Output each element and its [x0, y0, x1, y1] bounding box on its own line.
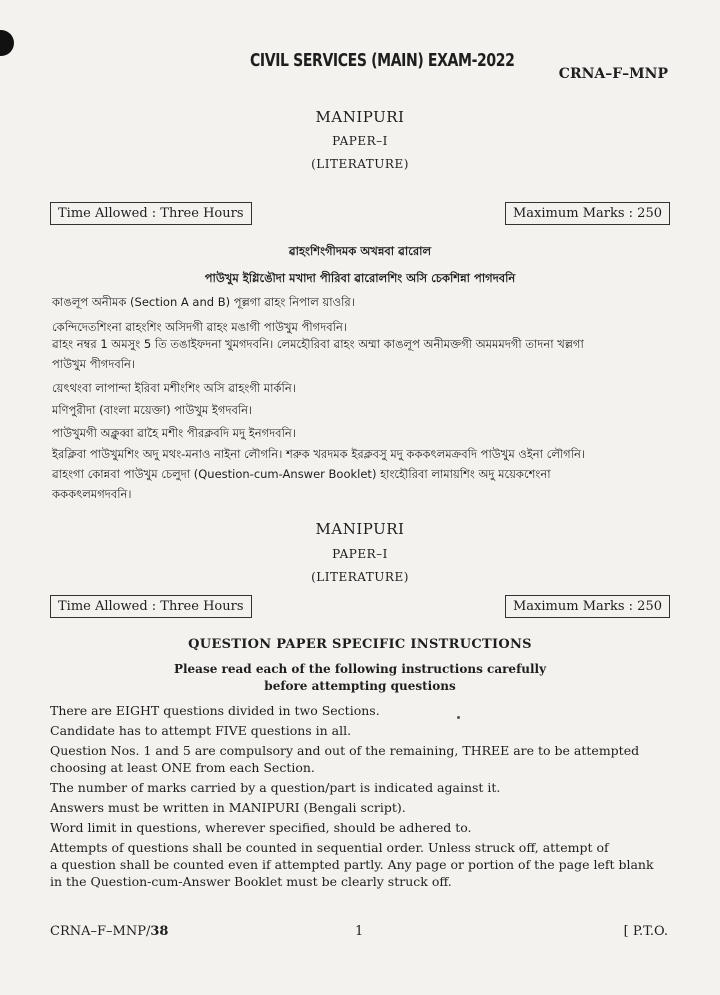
instructions-heading: QUESTION PAPER SPECIFIC INSTRUCTIONS [188, 637, 532, 652]
subject-title-english: MANIPURI [315, 520, 405, 538]
paper-label-english: PAPER–I [332, 547, 388, 561]
instructions-subheading: Please read each of the following instructions carefully [173, 662, 547, 676]
time-allowed-box: Time Allowed : Three Hours [50, 202, 252, 225]
footer-code-number: 38 [150, 924, 169, 939]
document-code: CRNA–F–MNP [558, 66, 668, 82]
instruction-line: The number of marks carried by a question/part is indicated against it. [50, 780, 501, 795]
page-number: 1 [355, 924, 364, 939]
bengali-instruction: পাউখুম পীগদবনি। [52, 357, 136, 371]
bengali-instruction: য়েৎথংবা লাপান্দা ইরিবা মশীংশিং অসি ৱাহংগী মার্কনি। [52, 381, 296, 395]
exam-banner: CIVIL SERVICES (MAIN) EXAM-2022 [250, 50, 515, 71]
paper-label: PAPER–I [332, 134, 388, 148]
instruction-line: choosing at least ONE from each Section. [50, 760, 315, 775]
instruction-line: Word limit in questions, wherever specified, should be adhered to. [50, 820, 472, 835]
bengali-instruction: ৱাহং নম্বর 1 অমসুং 5 তি তঙাইফদনা খুমগদবনি। লেমহৌরিবা ৱাহং অম্মা কাঙলূপ অনীমক্তগী অমমমদগী তাদনা খল্লগা [52, 337, 584, 351]
bengali-heading-1: ৱাহংশিংগীদমক অখন্নবা ৱারোল [288, 244, 432, 258]
bengali-instruction: ৱাহংগা কোন্নবা পাউখুম চেলুদা (Question-cum-Answer Booklet) হাংহৌরিবা লামায়শিং অদু ময়েকশেংনা [52, 467, 551, 481]
pto-label: [ P.T.O. [623, 924, 668, 939]
bengali-heading-2: পাউখুম ইগ্লিঙৌদা মখাদা পীরিবা ৱারোলশিং অসি চেকশিন্না পাগদবনি [204, 271, 516, 285]
instruction-line: Question Nos. 1 and 5 are compulsory and out of the remaining, THREE are to be attempted [50, 743, 640, 758]
bengali-instruction: পাউখুমগী অক্লুব্বা ৱাহৈ মশীং পীরক্লবদি মদু ইনগদবনি। [52, 426, 296, 440]
footer-code [50, 924, 168, 939]
footer-code-prefix: CRNA–F–MNP/ [50, 924, 151, 939]
time-allowed-box-english: Time Allowed : Three Hours [50, 595, 252, 618]
instruction-line: There are EIGHT questions divided in two Sections. [50, 703, 380, 718]
instruction-line: Attempts of questions shall be counted in sequential order. Unless struck off, attempt of [50, 840, 609, 855]
instruction-line: Candidate has to attempt FIVE questions in all. [50, 723, 352, 738]
subject-title: MANIPURI [315, 108, 405, 126]
punch-hole [0, 30, 14, 56]
literature-label: (LITERATURE) [311, 157, 409, 171]
instruction-line: a question shall be counted even if attempted partly. Any page or portion of the page left blank [50, 857, 654, 872]
max-marks-box: Maximum Marks : 250 [505, 202, 670, 225]
literature-label-english: (LITERATURE) [311, 570, 409, 584]
bengali-instruction: কেন্দিদেতশিংনা ৱাহংশিং অসিদগী ৱাহং মঙাগী পাউখুম পীগদবনি। [52, 320, 347, 334]
bengali-instruction: ইরক্লিবা পাউখুমশিং অদু মথং-মনাও নাইনা লৌগনি। শরুক খরদমক ইরক্লবসু মদু কককৎলমক্রবদি পাউখুম ওইনা লৌগনি। [52, 447, 585, 461]
bengali-instruction: কাঙলূপ অনীমক (Section A and B) পূল্লগা ৱাহং নিপাল য়াওরি। [52, 295, 355, 309]
instruction-line: in the Question-cum-Answer Booklet must be clearly struck off. [50, 874, 452, 889]
instruction-line: Answers must be written in MANIPURI (Bengali script). [50, 800, 406, 815]
instructions-subheading: before attempting questions [264, 679, 456, 693]
bengali-instruction: কককৎলমগদবনি। [52, 487, 132, 501]
max-marks-box-english: Maximum Marks : 250 [505, 595, 670, 618]
bengali-instruction: মণিপুরীদা (বাংলা ময়েক্তা) পাউখুম ইগদবনি। [52, 403, 253, 417]
